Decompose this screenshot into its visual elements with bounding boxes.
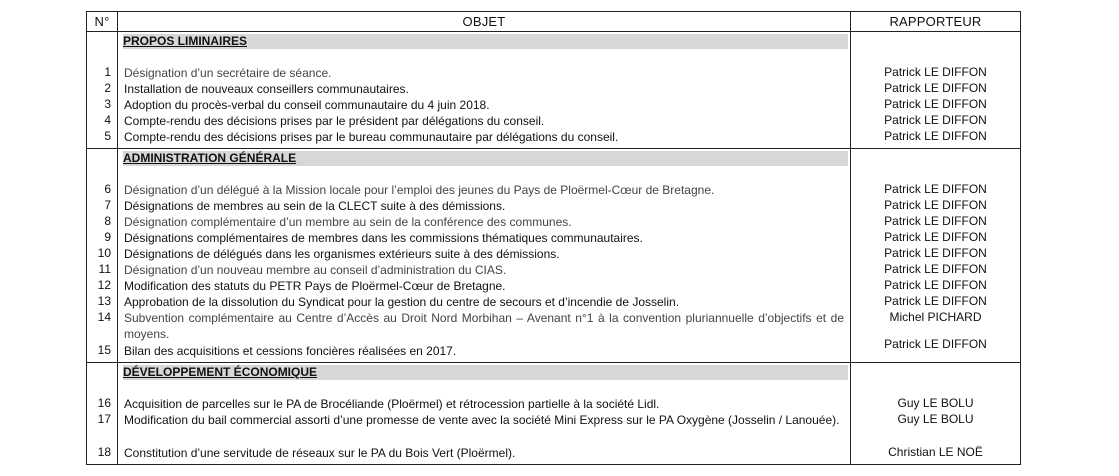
item-text: Constitution d’une servitude de réseaux sur le PA du Bois Vert (Ploërmel).	[124, 446, 516, 460]
item-text: Installation de nouveaux conseillers communautaires.	[124, 82, 409, 96]
section-title: DÉVELOPPEMENT ÉCONOMIQUE	[123, 365, 848, 380]
rapporteur-column	[851, 363, 1021, 465]
item-number: 1	[104, 65, 111, 79]
objet-column	[118, 363, 851, 465]
item-rapporteur: Patrick LE DIFFON	[884, 246, 987, 260]
item-number: 15	[97, 343, 111, 357]
item-number: 11	[98, 262, 111, 276]
item-text: Désignation complémentaire d’un membre au sein de la conférence des communes.	[124, 215, 572, 229]
item-text: Désignations de membres au sein de la CLECT suite à des démissions.	[124, 199, 506, 213]
header-num: N°	[87, 12, 118, 32]
item-number: 5	[104, 129, 111, 143]
item-number: 4	[104, 113, 111, 127]
item-rapporteur: Patrick LE DIFFON	[884, 337, 987, 351]
item-rapporteur: Guy LE BOLU	[897, 396, 974, 410]
section-administration-generale	[87, 149, 1021, 363]
item-number: 13	[97, 294, 111, 308]
item-text: Compte-rendu des décisions prises par le président par délégations du conseil.	[124, 114, 545, 128]
header-objet: OBJET	[118, 12, 851, 32]
item-rapporteur: Patrick LE DIFFON	[884, 97, 987, 111]
item-text: Désignation d’un secrétaire de séance.	[124, 66, 332, 80]
item-text: Modification du bail commercial assorti d’une promesse de vente avec la société Mini Express sur le PA Oxygène (Josselin / Lanouée).	[124, 413, 840, 427]
item-text: Adoption du procès-verbal du conseil communautaire du 4 juin 2018.	[124, 98, 490, 112]
item-number: 2	[104, 81, 111, 95]
item-rapporteur: Patrick LE DIFFON	[884, 129, 987, 143]
item-rapporteur: Guy LE BOLU	[897, 412, 974, 426]
item-number: 8	[104, 214, 111, 228]
item-number: 14	[97, 310, 111, 324]
item-number: 12	[97, 278, 111, 292]
num-column	[87, 149, 118, 363]
item-number: 16	[97, 396, 111, 410]
item-text: Désignations de délégués dans les organismes extérieurs suite à des démissions.	[124, 247, 560, 261]
section-propos-liminaires	[87, 32, 1021, 149]
rapporteur-column	[851, 32, 1021, 149]
agenda-table	[86, 11, 1021, 465]
item-text: Compte-rendu des décisions prises par le bureau communautaire par délégations du conseil.	[124, 130, 619, 144]
item-rapporteur: Patrick LE DIFFON	[884, 113, 987, 127]
item-text: Modification des statuts du PETR Pays de Ploërmel-Cœur de Bretagne.	[124, 279, 506, 293]
item-number: 3	[104, 97, 111, 111]
item-number: 6	[104, 182, 111, 196]
item-rapporteur: Patrick LE DIFFON	[884, 278, 987, 292]
item-rapporteur: Michel PICHARD	[889, 310, 982, 324]
header-rapporteur: RAPPORTEUR	[851, 12, 1021, 32]
item-number: 9	[104, 230, 111, 244]
section-developpement-economique	[87, 363, 1021, 465]
item-text: Bilan des acquisitions et cessions foncières réalisées en 2017.	[124, 344, 457, 358]
section-title: PROPOS LIMINAIRES	[123, 34, 848, 49]
item-rapporteur: Patrick LE DIFFON	[884, 65, 987, 79]
item-number: 18	[97, 445, 111, 459]
item-rapporteur: Patrick LE DIFFON	[884, 182, 987, 196]
item-number: 17	[97, 412, 111, 426]
item-number: 7	[104, 198, 111, 212]
item-text: Subvention complémentaire au Centre d’Accès au Droit Nord Morbihan – Avenant n°1 à la convention pluriannuelle d’objectifs et de moyens.	[124, 311, 844, 341]
objet-column	[118, 149, 851, 363]
rapporteur-column	[851, 149, 1021, 363]
item-rapporteur: Patrick LE DIFFON	[884, 198, 987, 212]
item-text: Approbation de la dissolution du Syndicat pour la gestion du centre de secours et d’incendie de Josselin.	[124, 295, 680, 309]
item-rapporteur: Christian LE NOË	[888, 445, 983, 459]
item-rapporteur: Patrick LE DIFFON	[884, 294, 987, 308]
item-number: 10	[97, 246, 111, 260]
item-rapporteur: Patrick LE DIFFON	[884, 214, 987, 228]
item-text: Acquisition de parcelles sur le PA de Brocéliande (Ploërmel) et rétrocession partielle à la société Lidl.	[124, 397, 660, 411]
objet-column	[118, 32, 851, 149]
item-text: Désignations complémentaires de membres dans les commissions thématiques communautaires.	[124, 231, 643, 245]
section-title: ADMINISTRATION GÉNÉRALE	[123, 151, 848, 166]
item-text: Désignation d’un délégué à la Mission locale pour l’emploi des jeunes du Pays de Ploërmel-Cœur de Bretagne.	[124, 183, 715, 197]
num-column	[87, 363, 118, 465]
item-rapporteur: Patrick LE DIFFON	[884, 262, 987, 276]
item-rapporteur: Patrick LE DIFFON	[884, 230, 987, 244]
item-text: Désignation d’un nouveau membre au conseil d’administration du CIAS.	[124, 263, 507, 277]
num-column	[87, 32, 118, 149]
header-row	[87, 12, 1021, 32]
item-rapporteur: Patrick LE DIFFON	[884, 81, 987, 95]
